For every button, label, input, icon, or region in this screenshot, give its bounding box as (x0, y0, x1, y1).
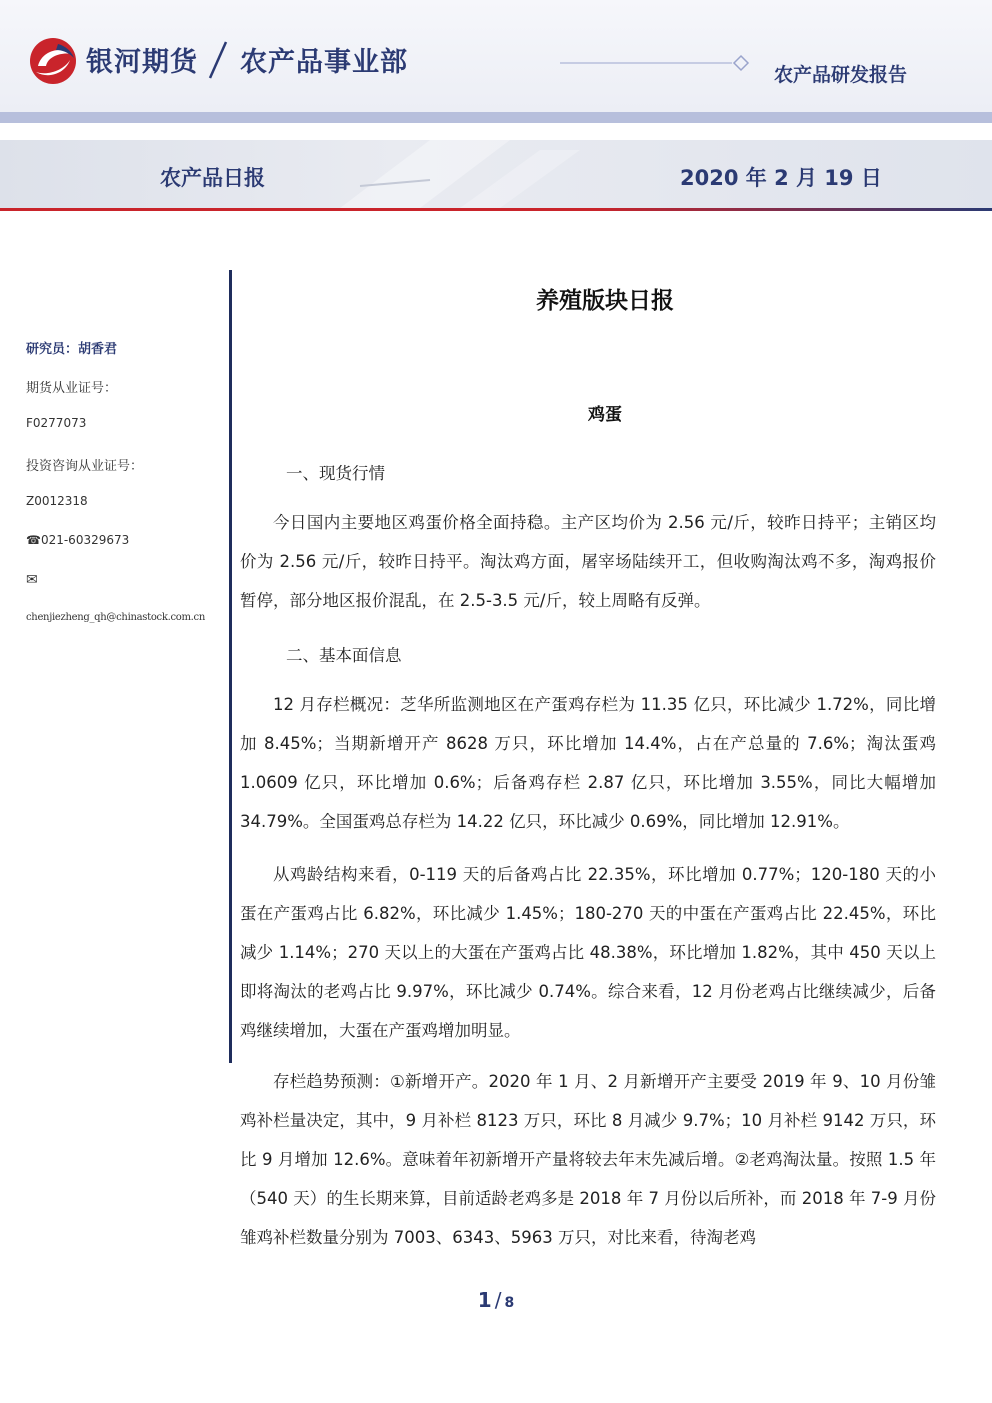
band-divider (0, 208, 992, 211)
invest-cert-number: Z0012318 (26, 494, 88, 508)
section-heading-fundamentals: 二、基本面信息 (286, 646, 402, 665)
page-separator: / (494, 1288, 502, 1312)
header-line-diamond-icon (560, 52, 760, 74)
report-type: 农产品研发报告 (774, 64, 908, 86)
divider-slash-icon (204, 40, 232, 80)
page-number (0, 1288, 992, 1312)
section-heading-spot: 一、现货行情 (286, 464, 385, 483)
report-title: 养殖版块日报 (536, 288, 674, 314)
paragraph-spot-market: 今日国内主要地区鸡蛋价格全面持稳。主产区均价为 2.56 元/斤，较昨日持平；主销区均价为 2.56 元/斤，较昨日持平。淘汰鸡方面，屠宰场陆续开工，但收购淘汰鸡不多，淘鸡报价暂停，部分地区报价混乱，在 2.5-3.5 元/斤，较上周略有反弹。 (240, 513, 936, 610)
paragraph-forecast: 存栏趋势预测：①新增开产。2020 年 1 月、2 月新增开产主要受 2019 年 9、10 月份雏鸡补栏量决定，其中，9 月补栏 8123 万只，环比 8 月减少 9.7%；10 月补栏 9142 万只，环比 9 月增加 12.6%。意味着年初新增开产量将较去年末先减后增。②老鸡淘汰量。按照 1.5 年（540 天）的生长期来算，目前适龄老鸡多是 2018 年 7 月份以后所补，而 2018 年 7-9 月份雏鸡补栏数量分别为 7003、6343、5963 万只，对比来看，待淘老鸡 (240, 1072, 936, 1247)
band-decoration-icon (280, 140, 740, 208)
page-current: 1 (477, 1288, 492, 1312)
researcher-name: 研究员：胡香君 (26, 342, 118, 357)
daily-report-label: 农产品日报 (160, 166, 265, 190)
report-date: 2020 年 2 月 19 日 (680, 166, 882, 190)
page-total: 8 (504, 1295, 515, 1311)
paragraph-age-structure: 从鸡龄结构来看，0-119 天的后备鸡占比 22.35%，环比增加 0.77%；120-180 天的小蛋在产蛋鸡占比 6.82%，环比减少 1.45%；180-270 天的中蛋在产蛋鸡占比 22.45%，环比减少 1.14%；270 天以上的大蛋在产蛋鸡占比 48.38%，环比增加 1.82%，其中 450 天以上即将淘汰的老鸡占比 9.97%，环比减少 0.74%。综合来看，12 月份老鸡占比继续减少，后备鸡继续增加，大蛋在产蛋鸡增加明显。 (240, 865, 936, 1040)
report-header (0, 0, 992, 112)
phone-number: ☎021-60329673 (26, 533, 130, 547)
futures-cert-label: 期货从业证号： (26, 381, 118, 396)
mail-icon: ✉ (26, 572, 38, 588)
division-name: 农产品事业部 (240, 47, 408, 78)
topic-title: 鸡蛋 (588, 405, 622, 425)
galaxy-futures-logo-icon (28, 36, 78, 86)
futures-cert-number: F0277073 (26, 416, 87, 430)
header-band (0, 112, 992, 123)
sidebar-divider (229, 270, 232, 1063)
invest-cert-label: 投资咨询从业证号： (26, 459, 144, 474)
paragraph-inventory: 12 月存栏概况：芝华所监测地区在产蛋鸡存栏为 11.35 亿只，环比减少 1.72%，同比增加 8.45%；当期新增开产 8628 万只，环比增加 14.4%，占在产总量的 7.6%；淘汰蛋鸡 1.0609 亿只，环比增加 0.6%；后备鸡存栏 2.87 亿只，环比增加 3.55%，同比大幅增加 34.79%。全国蛋鸡总存栏为 14.22 亿只，环比减少 0.69%，同比增加 12.91%。 (240, 695, 936, 831)
brand-name: 银河期货 (86, 47, 198, 78)
email-address[interactable]: chenjiezheng_qh@chinastock.com.cn (26, 612, 206, 623)
